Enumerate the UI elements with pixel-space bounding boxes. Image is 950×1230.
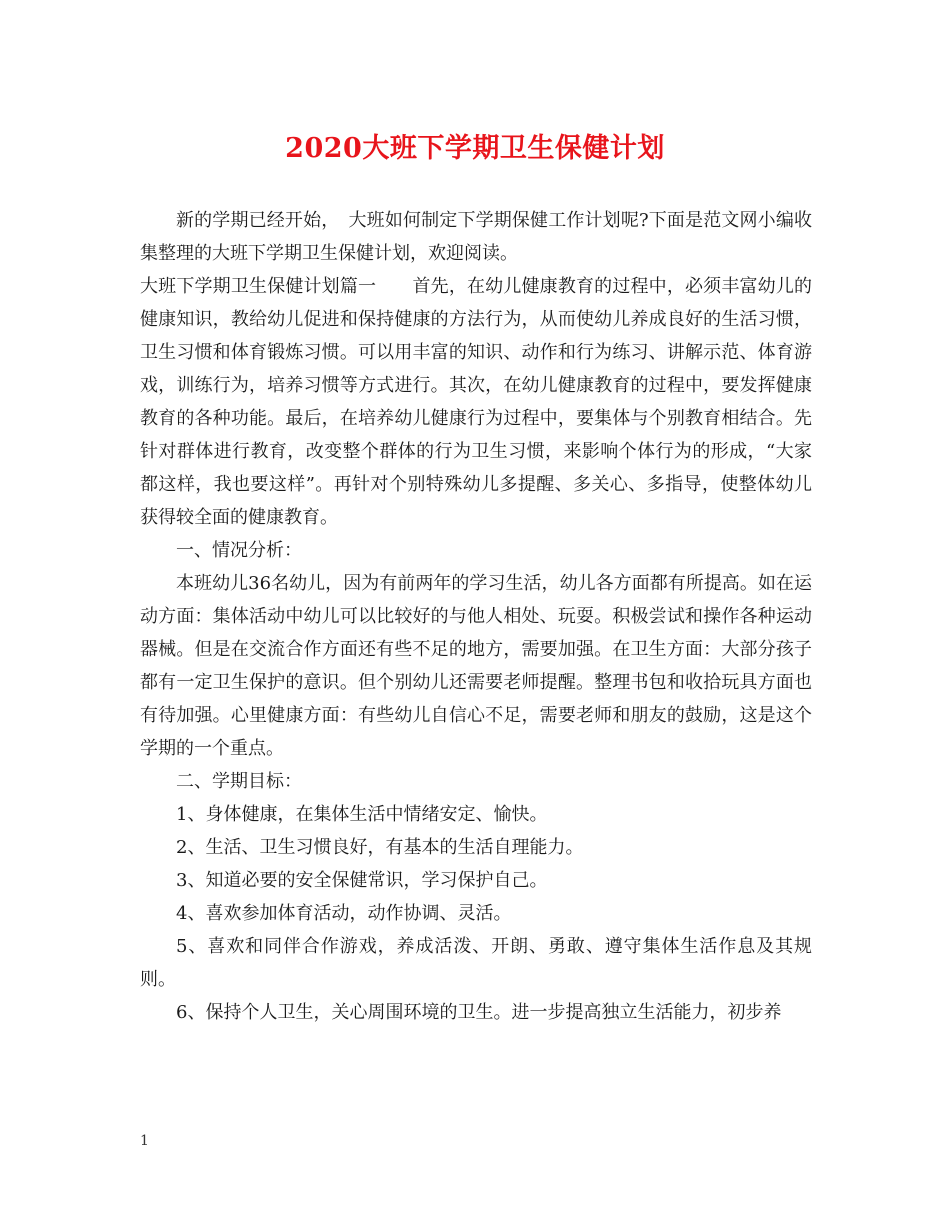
page-number: 1 bbox=[140, 1133, 149, 1149]
document-body bbox=[140, 204, 812, 1029]
paragraph-plan-one: 大班下学期卫生保健计划篇一 首先，在幼儿健康教育的过程中，必须丰富幼儿的健康知识，教给幼儿促进和保持健康的方法行为，从而使幼儿养成良好的生活习惯，卫生习惯和体育锻炼习惯。可以用丰富的知识、动作和行为练习、讲解示范、体育游戏，训练行为，培养习惯等方式进行。其次，在幼儿健康教育的过程中，要发挥健康教育的各种功能。最后，在培养幼儿健康行为过程中，要集体与个别教育相结合。先针对群体进行教育，改变整个群体的行为卫生习惯，来影响个体行为的形成，“大家都这样，我也要这样”。再针对个别特殊幼儿多提醒、多关心、多指导，使整体幼儿获得较全面的健康教育。 bbox=[140, 276, 812, 528]
goal-item-1: 1、身体健康，在集体生活中情绪安定、愉快。 bbox=[176, 804, 548, 825]
paragraph-intro: 新的学期已经开始， 大班如何制定下学期保健工作计划呢?下面是范文网小编收集整理的大班下学期卫生保健计划，欢迎阅读。 bbox=[140, 210, 812, 264]
goal-item-2: 2、生活、卫生习惯良好，有基本的生活自理能力。 bbox=[176, 837, 584, 858]
goal-item-4: 4、喜欢参加体育活动，动作协调、灵活。 bbox=[176, 903, 512, 924]
heading-semester-goals: 二、学期目标： bbox=[176, 771, 302, 792]
goal-item-3: 3、知道必要的安全保健常识，学习保护自己。 bbox=[176, 870, 548, 891]
goal-item-5: 5、喜欢和同伴合作游戏，养成活泼、开朗、勇敢、遵守集体生活作息及其规则。 bbox=[140, 936, 812, 990]
heading-situation-analysis: 一、情况分析： bbox=[176, 540, 302, 561]
paragraph-situation: 本班幼儿36名幼儿，因为有前两年的学习生活，幼儿各方面都有所提高。如在运动方面：集体活动中幼儿可以比较好的与他人相处、玩耍。积极尝试和操作各种运动器械。但是在交流合作方面还有些不足的地方，需要加强。在卫生方面：大部分孩子都有一定卫生保护的意识。但个别幼儿还需要老师提醒。整理书包和收拾玩具方面也有待加强。心里健康方面：有些幼儿自信心不足，需要老师和朋友的鼓励，这是这个学期的一个重点。 bbox=[140, 573, 812, 759]
page-title: 2020大班下学期卫生保健计划 bbox=[285, 133, 665, 164]
goal-item-6: 6、保持个人卫生，关心周围环境的卫生。进一步提高独立生活能力，初步养 bbox=[176, 1002, 782, 1023]
